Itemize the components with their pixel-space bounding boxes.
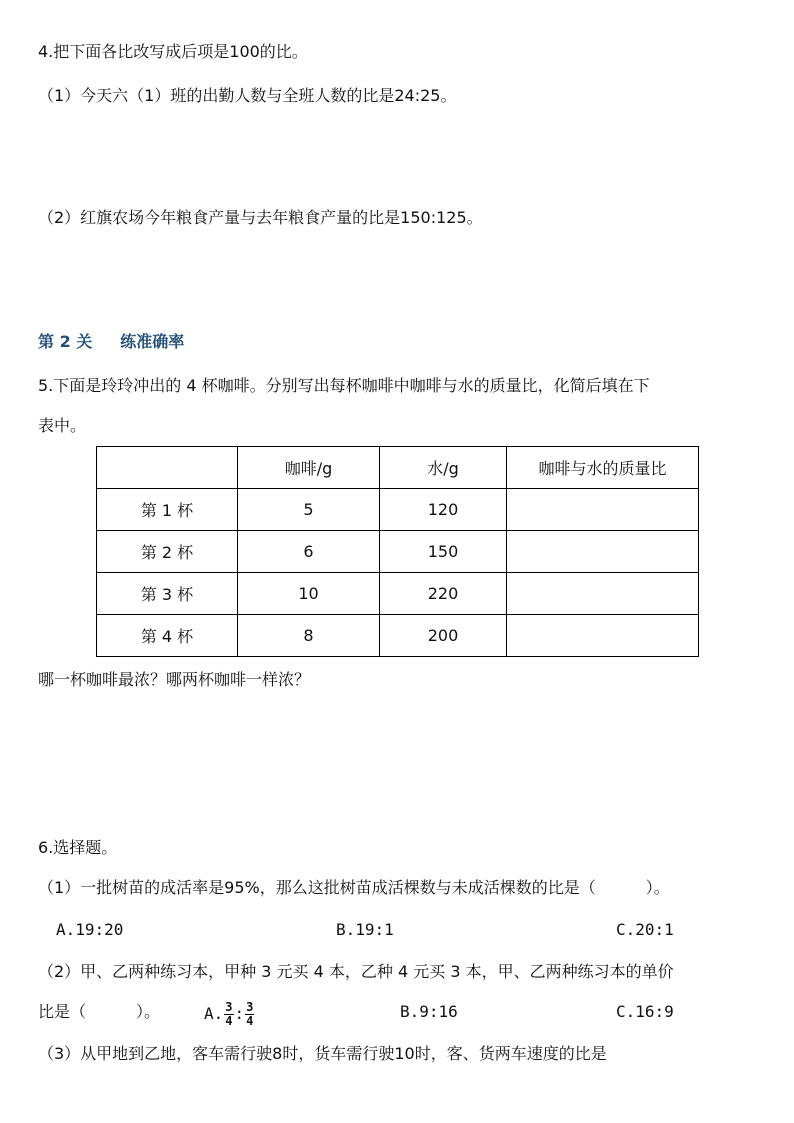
ratio-answer-cell[interactable] bbox=[507, 489, 699, 531]
cup-cell: 第 1 杯 bbox=[97, 489, 238, 531]
ratio-answer-cell[interactable] bbox=[507, 573, 699, 615]
header-cell: 水/g bbox=[380, 447, 507, 489]
q4-sub1: （1）今天六（1）班的出勤人数与全班人数的比是24:25。 bbox=[38, 86, 457, 105]
fraction-denominator: 4 bbox=[246, 1013, 254, 1028]
coffee-cell: 5 bbox=[238, 489, 380, 531]
q6-p2-line1: （2）甲、乙两种练习本，甲种 3 元买 4 本，乙种 4 元买 3 本，甲、乙两种练习本的单价 bbox=[38, 962, 674, 981]
table-row bbox=[97, 489, 699, 531]
q6-p2-option-c[interactable]: C.16:9 bbox=[616, 1002, 674, 1021]
water-cell: 150 bbox=[380, 531, 507, 573]
q5-line1: 5.下面是玲玲冲出的 4 杯咖啡。分别写出每杯咖啡中咖啡与水的质量比，化简后填在下 bbox=[38, 376, 650, 395]
cup-cell: 第 2 杯 bbox=[97, 531, 238, 573]
header-cell bbox=[97, 447, 238, 489]
option-a-label: A. bbox=[204, 1004, 224, 1023]
q6-p2-option-a[interactable] bbox=[204, 1000, 255, 1028]
q6-p2-option-b[interactable]: B.9:16 bbox=[400, 1002, 458, 1021]
q6-p2-text-end: ）。 bbox=[136, 1002, 161, 1021]
q4-title: 4.把下面各比改写成后项是100的比。 bbox=[38, 42, 308, 61]
header-cell: 咖啡与水的质量比 bbox=[507, 447, 699, 489]
water-cell: 200 bbox=[380, 615, 507, 657]
fraction-numerator: 3 bbox=[246, 999, 254, 1014]
q4-sub2: （2）红旗农场今年粮食产量与去年粮食产量的比是150:125。 bbox=[38, 208, 483, 227]
table-row bbox=[97, 531, 699, 573]
q6-title: 6.选择题。 bbox=[38, 838, 118, 857]
water-cell: 220 bbox=[380, 573, 507, 615]
q6-p1-option-b[interactable]: B.19:1 bbox=[336, 920, 394, 939]
section-heading bbox=[38, 330, 184, 354]
q6-p2-text: 比是（ bbox=[38, 1002, 87, 1021]
q6-p2-line2 bbox=[38, 1000, 160, 1024]
header-cell: 咖啡/g bbox=[238, 447, 380, 489]
fraction-numerator: 3 bbox=[225, 999, 233, 1014]
q6-p1-option-c[interactable]: C.20:1 bbox=[616, 920, 674, 939]
table-row bbox=[97, 615, 699, 657]
section-name: 练准确率 bbox=[120, 332, 185, 351]
section-number: 第 2 关 bbox=[38, 332, 93, 351]
cup-cell: 第 3 杯 bbox=[97, 573, 238, 615]
q5-question: 哪一杯咖啡最浓？哪两杯咖啡一样浓？ bbox=[38, 670, 311, 689]
q6-p1-stem bbox=[38, 876, 670, 900]
cup-cell: 第 4 杯 bbox=[97, 615, 238, 657]
coffee-table bbox=[96, 446, 699, 657]
ratio-answer-cell[interactable] bbox=[507, 531, 699, 573]
q5-line2: 表中。 bbox=[38, 416, 87, 435]
coffee-cell: 8 bbox=[238, 615, 380, 657]
q6-p1-option-a[interactable]: A.19:20 bbox=[56, 920, 124, 939]
ratio-answer-cell[interactable] bbox=[507, 615, 699, 657]
coffee-cell: 10 bbox=[238, 573, 380, 615]
q6-p3-line1: （3）从甲地到乙地，客车需行驶8时，货车需行驶10时，客、货两车速度的比是 bbox=[38, 1044, 607, 1063]
fraction-denominator: 4 bbox=[225, 1013, 233, 1028]
water-cell: 120 bbox=[380, 489, 507, 531]
ratio-colon: : bbox=[234, 1004, 245, 1023]
table-row bbox=[97, 573, 699, 615]
coffee-cell: 6 bbox=[238, 531, 380, 573]
q6-p1-text: （1）一批树苗的成活率是95%，那么这批树苗成活棵数与未成活棵数的比是（ bbox=[38, 878, 596, 897]
q6-p1-text-end: ）。 bbox=[645, 878, 670, 897]
table-header-row bbox=[97, 447, 699, 489]
fraction bbox=[224, 1001, 233, 1028]
fraction bbox=[245, 1001, 254, 1028]
